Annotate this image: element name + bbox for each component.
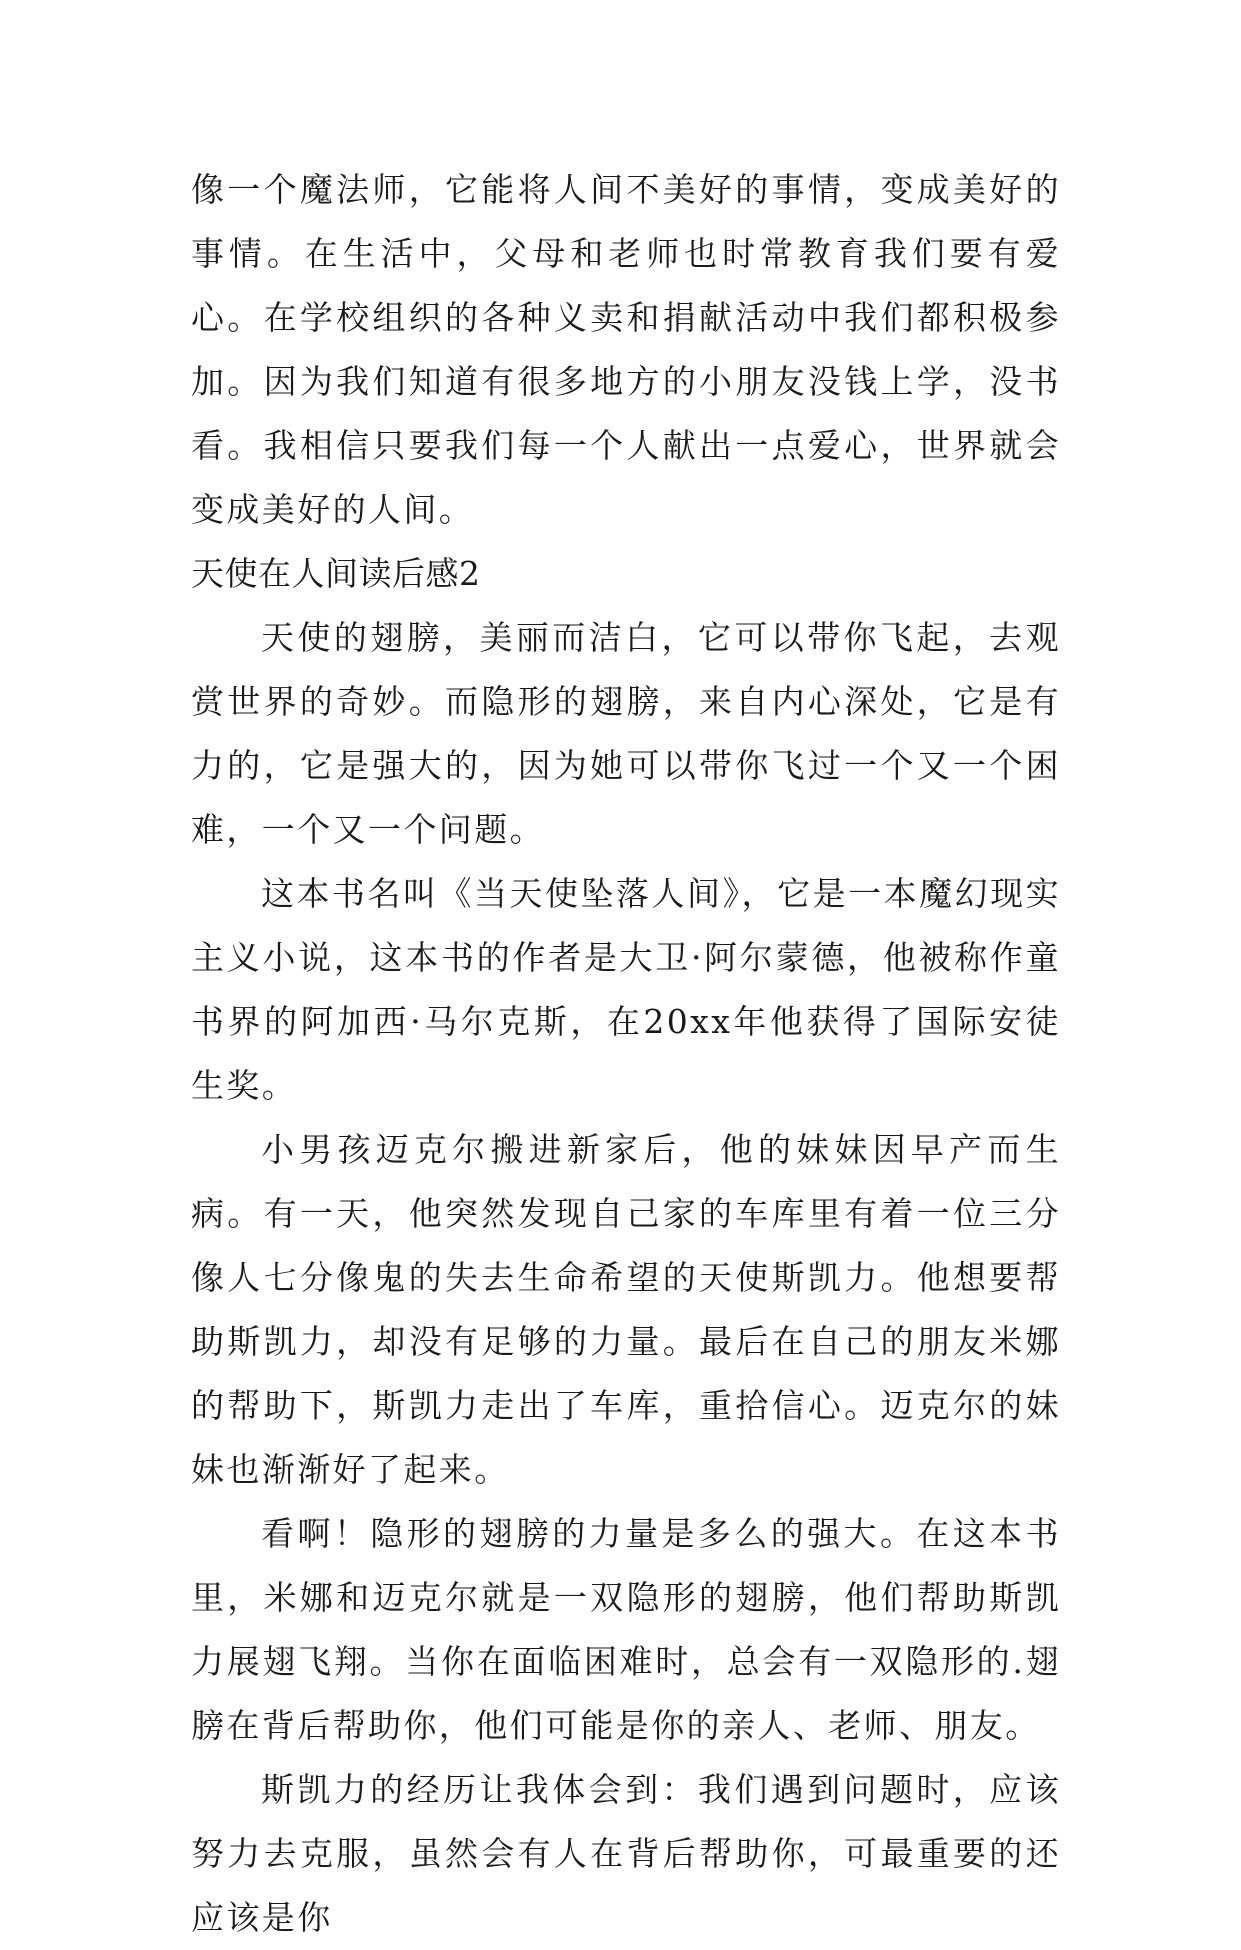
paragraph-2: 这本书名叫《当天使坠落人间》，它是一本魔幻现实主义小说，这本书的作者是大卫·阿尔蒙德，他被称作童书界的阿加西·马尔克斯，在20xx年他获得了国际安徒生奖。 (191, 874, 1061, 1105)
paragraph-4: 看啊！隐形的翅膀的力量是多么的强大。在这本书里，米娜和迈克尔就是一双隐形的翅膀，他们帮助斯凯力展翅飞翔。当你在面临困难时，总会有一双隐形的.翅膀在背后帮助你，他们可能是你的亲人、老师、朋友。 (191, 1514, 1061, 1745)
section-title: 天使在人间读后感2 (191, 554, 481, 593)
intro-paragraph: 像一个魔法师，它能将人间不美好的事情，变成美好的事情。在生活中，父母和老师也时常教育我们要有爱心。在学校组织的各种义卖和捐献活动中我们都积极参加。因为我们知道有很多地方的小朋友没钱上学，没书看。我相信只要我们每一个人献出一点爱心，世界就会变成美好的人间。 (191, 170, 1061, 529)
paragraph-1: 天使的翅膀，美丽而洁白，它可以带你飞起，去观赏世界的奇妙。而隐形的翅膀，来自内心深处，它是有力的，它是强大的，因为她可以带你飞过一个又一个困难，一个又一个问题。 (191, 618, 1061, 849)
document-body (191, 158, 1061, 1950)
paragraph-5: 斯凯力的经历让我体会到：我们遇到问题时，应该努力去克服，虽然会有人在背后帮助你，可最重要的还应该是你 (191, 1770, 1061, 1937)
paragraph-3: 小男孩迈克尔搬进新家后，他的妹妹因早产而生病。有一天，他突然发现自己家的车库里有着一位三分像人七分像鬼的失去生命希望的天使斯凯力。他想要帮助斯凯力，却没有足够的力量。最后在自己的朋友米娜的帮助下，斯凯力走出了车库，重拾信心。迈克尔的妹妹也渐渐好了起来。 (191, 1130, 1061, 1489)
